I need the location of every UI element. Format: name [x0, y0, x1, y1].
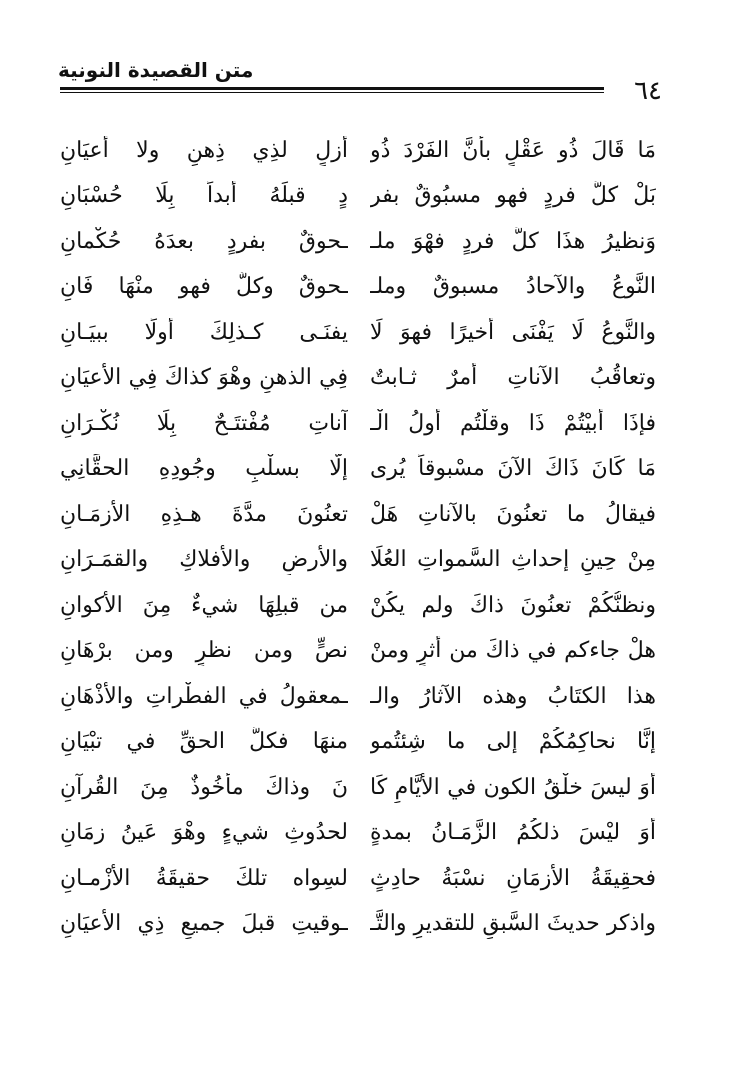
verse-line	[60, 128, 656, 174]
verse-line	[60, 447, 656, 493]
verse-second-hemistich: لسِواه تلكَ حقيقَةُ الأزْمـانِ	[60, 865, 348, 891]
verse-first-hemistich: النَّوعُ والآحادُ مسبوقٌ وملـ	[370, 274, 656, 300]
verse-first-hemistich: فحقِيقَةُ الأزمَانِ نسْبَةُ حادِثٍ	[370, 865, 656, 891]
verse-line	[60, 265, 656, 311]
verse-second-hemistich: يفنَـى كـذلِكَ أولًا ببيَـانِ	[60, 319, 348, 345]
verse-first-hemistich: هذا الكتَابُ وهذه الآثارُ والـ	[370, 683, 656, 709]
verse-first-hemistich: أوَ ليسَ خلْقُ الكون في الأيَّامِ كَا	[370, 774, 656, 800]
verse-second-hemistich: دٍ قبلَهُ أبداً بِلَا حُسْبَانِ	[60, 183, 348, 209]
verse-first-hemistich: مَا قَالَ ذُو عَقْلٍ بأنَّ الفَرْدَ ذُو	[370, 137, 656, 163]
verse-line	[60, 583, 656, 629]
header-rule	[60, 87, 653, 90]
page-number: ٦٤	[604, 76, 662, 106]
verse-second-hemistich: إلَّا بسلْبِ وجُودِهِ الحقَّانِي	[60, 456, 348, 482]
verse-second-hemistich: منهَا فكلُّ الحقِّ في تبْيَانِ	[60, 729, 348, 755]
verse-second-hemistich: ـوقيتِ قبلَ جميعِ ذِي الأعيَانِ	[60, 911, 348, 937]
verse-first-hemistich: فيقالُ ما تعنُونَ بالآناتِ هَلْ	[370, 501, 656, 527]
verse-line	[60, 720, 656, 766]
verse-second-hemistich: ـحوقٌ بفردٍ بعدَهُ حُكْمانِ	[60, 228, 348, 254]
verse-first-hemistich: ونظنُّكُمْ تعنُونَ ذاكَ ولم يكُنْ	[370, 592, 656, 618]
verse-line	[60, 538, 656, 584]
verse-second-hemistich: نَ وذاكَ مأخُوذٌ مِنَ القُرآنِ	[60, 774, 348, 800]
verse-line	[60, 902, 656, 948]
verse-second-hemistich: ـمعقولُ في الفطْراتِ والأذْهَانِ	[60, 683, 348, 709]
verse-first-hemistich: وتعاقُبُ الآناتِ أمرٌ ثـابتٌ	[370, 365, 656, 391]
verse-first-hemistich: أوَ ليْسَ ذلكُمُ الزَّمَـانُ بمدةٍ	[370, 820, 656, 846]
running-title: متن القصيدة النونية	[58, 58, 254, 82]
verse-first-hemistich: هلْ جاءكم في ذاكَ من أثرٍ ومنْ	[370, 638, 656, 664]
verse-line	[60, 765, 656, 811]
verse-first-hemistich: مِنْ حِينِ إحداثِ السَّمواتِ العُلَا	[370, 547, 656, 573]
verse-second-hemistich: نصٍّ ومن نظرٍ ومن برْهَانِ	[60, 638, 348, 664]
verse-second-hemistich: فِي الذهنِ وهْوَ كذاكَ فِي الأعيَانِ	[60, 365, 348, 391]
verse-first-hemistich: إنَّا نحاكِمُكُمْ إلى ما شِئتُمو	[370, 729, 656, 755]
verse-second-hemistich: والأرضِ والأفلاكِ والقمَـرَانِ	[60, 547, 348, 573]
verse-second-hemistich: ـحوقٌ وكلٌّ فهو منْهَا فَانِ	[60, 274, 348, 300]
verse-first-hemistich: مَا كَانَ ذَاكَ الآنَ مسْبوقاً يُرى	[370, 456, 656, 482]
verse-line	[60, 811, 656, 857]
verse-line	[60, 401, 656, 447]
verse-first-hemistich: بَلْ كلُّ فردٍ فهو مسبُوقٌ بفر	[370, 183, 656, 209]
verse-second-hemistich: آناتِ مُفْتتَـحٌ بِلَا نُكْـرَانِ	[60, 410, 348, 436]
verse-line	[60, 174, 656, 220]
poem-body	[60, 128, 656, 947]
verse-second-hemistich: أزلٍ لذِي ذِهنٍ ولا أعيَانِ	[60, 137, 348, 163]
verse-first-hemistich: والنَّوعُ لَا يَفْنَى أخيرًا فهوَ لَا	[370, 319, 656, 345]
verse-second-hemistich: لحدُوثِ شيءٍ وهْوَ عَينُ زمَانِ	[60, 820, 348, 846]
verse-second-hemistich: تعنُونَ مدَّةَ هـذِهِ الأزمَـانِ	[60, 501, 348, 527]
header-rule-thin	[60, 92, 653, 93]
verse-line	[60, 310, 656, 356]
verse-first-hemistich: وَنظيرُ هذَا كلُّ فردٍ فهْوَ ملـ	[370, 228, 656, 254]
verse-line	[60, 629, 656, 675]
verse-line	[60, 674, 656, 720]
verse-first-hemistich: فإذَا أبيْتُمْ ذَا وقلْتُم أولُ الْـ	[370, 410, 656, 436]
verse-second-hemistich: من قبلِهَا شيءٌ مِنَ الأكوانِ	[60, 592, 348, 618]
verse-line	[60, 356, 656, 402]
verse-line	[60, 856, 656, 902]
verse-line	[60, 492, 656, 538]
verse-line	[60, 219, 656, 265]
verse-first-hemistich: واذكر حديثَ السَّبقِ للتقديرِ والتَّـ	[370, 911, 656, 937]
